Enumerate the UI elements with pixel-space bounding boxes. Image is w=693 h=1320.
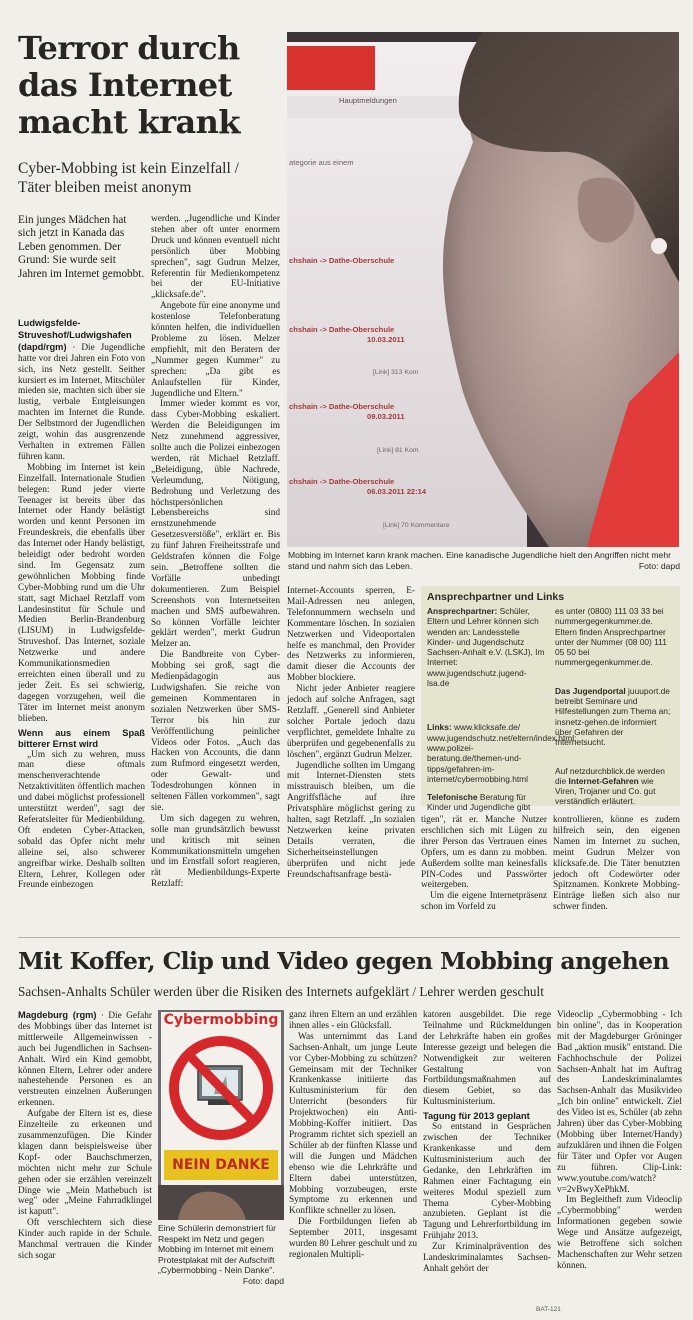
article-1-column-4: [421, 815, 547, 913]
article-2-column-1: [18, 1010, 152, 1262]
protest-poster-photo: [158, 1010, 284, 1220]
screen-row: Hauptmeldungen: [339, 96, 397, 105]
paragraph: Jugendliche sollten im Umgang mit Internet-Diensten stets misstrauisch bleiben, um die Angriffsfläche auf ihre Privatsphäre möglichst gering zu halten, sagt Retzlaff. „In sozialen Netzwerken keine privaten Details verraten, die Sicherheitseinstellungen überprüfen und nicht jede Freundschaftsanfrage bestä-: [287, 760, 415, 880]
info-entry: Ansprechpartner: Schüler, Eltern und Lehrer können sich wenden an: Landesstelle Kinder- und Jugendschutz Sachsen-Anhalt e.V. (LSKJ), Im Internet: www.jugendschutz.jugend-lsa.de: [427, 606, 545, 689]
screen-row: ategorie aus einem: [289, 158, 354, 167]
paragraph: Mobbing im Internet ist kein Einzelfall. Internationale Studien belegen: Rund jeder vierte Teenager ist bereits über das Internet oder Handy belästigt worden und kennt Personen im Freundeskreis, die ebenfalls über das Internet oder Handy belästigt, beleidigt oder bedroht worden sind. Im Gegensatz zum gewöhnlichen Mobbing finde Cyber-Mobbing rund um die Uhr statt, sagt Michael Retzlaff vom Landesinstitut für Schule und Medien Berlin-Brandenburg (LISUM) in Ludwigsfelde-Struveshof. Das Internet, soziale Netzwerke und andere Kommunikationsmedien erreichten einen überall und zu jeder Zeit. Es sei schwierig, dagegen vorzugehen, weil die Täter im Internet meist anonym blieben.: [18, 462, 145, 724]
info-box: [421, 586, 680, 813]
paragraph: Die Bandbreite von Cyber-Mobbing sei groß, sagt die Medienpädagogin aus Ludwigshafen. Sie reiche von gemeinen Kommentaren in sozialen Netzwerken über SMS-Terror bis hin zur Veröffentlichung peinlicher Videos oder Fotos. „Auch das Hacken von Accounts, die dann zum Rufmord eingesetzt werden, oder Gewalt- und Todesdrohungen können in seltenen Fällen vorkommen", sagt sie.: [151, 650, 280, 813]
paragraph: Im Begleitheft zum Videoclip „Cybermobbing" werden Informationen gegeben sowie Wege und Ansätze aufgezeigt, wie Betroffene sich solchen Machenschaften zur Wehr setzen können.: [557, 1195, 682, 1271]
article-1-column-1: [18, 318, 145, 891]
screen-row: chshain -> Dathe-Oberschule: [289, 256, 395, 265]
screen-row-date: 09.03.2011: [367, 412, 405, 421]
article-2-column-3: [289, 1010, 417, 1261]
subheadline-line-1: Cyber-Mobbing ist kein Einzelfall /: [18, 160, 239, 177]
paragraph: tigen", rät er. Manche Nutzer erschlichen sich mit Lügen zu ihrer Person das Vertrauen eines Opfers, um es dann zu mobben. Außerdem sollte man keinesfalls PIN-Codes und Passwörter weitergeben.: [421, 815, 547, 891]
headline-line-1: Terror durch: [18, 29, 240, 67]
headline-line-3: macht krank: [18, 103, 240, 141]
paragraph: kontrollieren, könne es zudem hilfreich sein, den eigenen Namen im Internet zu suchen, meint Gudrun Melzer von klicksafe.de. Die Täter benutzten jedoch oft Codewörter oder Spitznamen. Konkrete Mobbing-Einträge ließen sich also nur schwer finden.: [553, 815, 680, 913]
paragraph: Zur Kriminalprävention des Landeskriminalamtes Sachsen-Anhalt gehört der: [423, 1242, 551, 1274]
paragraph: Videoclip „Cybermobbing - Ich bin online", das in Kooperation mit der Magdeburger Gröninger Bad „aktion musik" entstand. Die Fachhochschule der Polizei Sachsen-Anhalt hat im Auftrag des Landeskriminalamtes Sachsen-Anhalt das Musikvideo „Ich bin online" entwickelt. Ziel des Video ist es, Schüler (ab zehn Jahren) über das Cyber-Mobbing (Mobbing über Internet/Handy) aufzuklären und ihnen die Folgen für Täter und Opfer vor Augen zu führen. Clip-Link: www.youtube.com/watch?v=2vBwyXePhkM.: [557, 1010, 683, 1195]
screen-row-date: 06.03.2011 22:14: [367, 487, 427, 496]
paragraph: Um sich dagegen zu wehren, solle man grundsätzlich bewusst und kritisch mit seinen Kommunikationsmitteln umgehen und im Ernstfall sofort reagieren, rät Medienbildungs-Experte Retzlaff:: [151, 813, 280, 890]
info-entry: Links: www.klicksafe.de/ www.jugendschutz.net/eltern/index.html; www.polizei-beratung.de/themen-und-tipps/gefahren-im-internet/cybermobbing.html: [427, 722, 577, 784]
girl-at-screen-photo: [287, 32, 679, 547]
article-1-photo: [287, 32, 679, 547]
info-entry: Das Jugendportal juuuport.de betreibt Seminare und Hilfestellungen zum Thema an; insnetz-gehen.de informiert über Gefahren der Internetsucht.: [555, 685, 671, 748]
screen-row-meta: [Link] 70 Kommentare: [383, 522, 450, 529]
article-2-subheadline: Sachsen-Anhalts Schüler werden über die Risiken des Internets aufgeklärt / Lehrer werden geschult: [18, 984, 544, 999]
info-box-title: Ansprechpartner und Links: [427, 591, 565, 603]
paragraph: Ludwigsfelde-Struveshof/Ludwigshafen (dapd/rgm) · Die Jugendliche hatte vor drei Jahren ein Foto von sich, ins Netz gestellt. Seither kursiert es im Internet, Mitschüler mieden sie, machten sich über sie lustig, verbale Entgleisungen machten im Internet die Runde. Der Selbstmord der Jugendlichen zeigt, wohin das ausgrenzende Verhalten in extremen Fällen führen kann.: [18, 318, 145, 462]
info-entry: Auf netzdurchblick.de werden die Internet-Gefahren wie Viren, Trojaner und Co. gut verständlich erläutert.: [555, 765, 665, 807]
screen-row-date: 10.03.2011: [367, 335, 405, 344]
poster-credit: Foto: dapd: [242, 1276, 284, 1286]
paragraph: Die Fortbildungen liefen ab September 2011, insgesamt wurden 80 Lehrer geschult und zu regionalen Multipli-: [289, 1217, 417, 1260]
dateline: Ludwigsfelde-Struveshof/Ludwigshafen (dapd/rgm): [18, 318, 132, 352]
paragraph: Magdeburg (rgm) · Die Gefahr des Mobbings über das Internet ist mittlerweile Allgemeinwissen - auch bei Jugendlichen in Sachsen-Anhalt. Wird ein Kind gemobbt, können Eltern, Lehrer oder andere nahestehende Personen es an verstreuten einzelnen Äußerungen erkennen.: [18, 1010, 152, 1109]
article-1-column-5: [553, 815, 680, 913]
article-1-column-3: [287, 586, 415, 880]
screen-row-meta: [Link] 313 Kom: [373, 369, 419, 376]
poster-caption: Eine Schülerin demonstriert für Respekt im Netz und gegen Mobbing im Internet mit einem Protestplakat mit der Aufschrift „Cybermobbing - Nein Danke".: [158, 1223, 276, 1275]
subheadline-line-2: Täter bleiben meist anonym: [18, 179, 192, 196]
subhead: Tagung für 2013 geplant: [423, 1111, 530, 1122]
info-entry: es unter (0800) 111 03 33 bei nummergegenkummer.de. Eltern finden Ansprechpartner unter der Nummer (08 00) 111 05 50 bei nummergegenkummer.de.: [555, 606, 667, 668]
screen-row-meta: [Link] 81 Kom: [377, 447, 419, 454]
screen-row: chshain -> Dathe-Oberschule: [289, 402, 395, 411]
headline-line-2: das Internet: [18, 66, 232, 104]
paragraph: ganz ihren Eltern an und erzählen ihnen alles - ein Glücksfall.: [289, 1010, 417, 1031]
article-1-subheadline: [18, 159, 283, 197]
article-2-headline: Mit Koffer, Clip und Video gegen Mobbing angehen: [18, 947, 669, 975]
paragraph: Internet-Accounts sperren, E-Mail-Adressen neu anlegen, Telefonnummern wechseln und Kommentare löschen. In sozialen Netzwerken und Videoportalen helfe es manchmal, den Provider des Netzwerks zu informieren, damit dieser die Accounts der Mobber blockiere.: [287, 586, 415, 684]
info-entry: Telefonische Beratung für Kinder und Jugendliche gibt: [427, 792, 531, 813]
dateline: Magdeburg (rgm): [18, 1010, 97, 1020]
info-box-right: [555, 606, 675, 807]
paragraph: werden. „Jugendliche und Kinder stehen aber oft unter enormem Druck und können eventuell nicht persönlich über Mobbing sprechen", sagt Gudrun Melzer, Referentin für Medienkompetenz bei der EU-Initiative „klicksafe.de".: [151, 214, 280, 301]
article-1-lead: Ein junges Mädchen hat sich jetzt in Kanada das Leben genommen. Der Grund: Sie wurde seit Jahren im Internet gemobbt.: [18, 214, 145, 280]
article-2-column-4: [423, 1010, 551, 1275]
poster-title: Cybermobbing: [163, 1012, 279, 1028]
paragraph: Angebote für eine anonyme und kostenlose Telefonberatung könnten helfen, die individuellen Probleme zu lösen. Melzer empfiehlt, mit den Beratern der „Nummer gegen Kummer" zu sprechen: „Da gibt es Anlaufstellen für Kinder, Jugendliche und Eltern.": [151, 301, 280, 399]
photo-caption: Mobbing im Internet kann krank machen. Eine kanadische Jugendliche hielt den Angriffen nicht mehr stand und nahm sich das Leben.: [288, 550, 671, 571]
article-2-photo: [158, 1010, 284, 1220]
page-code: BAT-121: [536, 1306, 561, 1313]
screen-row: chshain -> Dathe-Oberschule: [289, 477, 395, 486]
photo-credit: Foto: dapd: [638, 561, 680, 571]
paragraph: katoren ausgebildet. Die rege Teilnahme und Rückmeldungen der Lehrkräfte haben ein großes Interesse gezeigt und belegen die Notwendigkeit zur weiteren Gestaltung von Fortbildungsmaßnahmen auf diesem Gebiet, so das Kultusministerium.: [423, 1010, 551, 1108]
section-divider: [18, 937, 680, 938]
paragraph: Aufgabe der Eltern ist es, diese Einzelteile zu erkennen und zusammenzufügen. Die Kinder klagen dann beispielsweise über Kopf- oder Bauchschmerzen, möchten nicht mehr zur Schule gehen oder sie erzählen vereinzelt Dinge wie „Mein Mathebuch ist weg" oder „Meine Fahrradklingel ist kaputt".: [18, 1109, 152, 1218]
paragraph: Oft verschlechtern sich diese Kinder auch rapide in der Schule. Manchmal vertrauen die Kinder sich sogar: [18, 1218, 152, 1261]
paragraph: So entstand in Gesprächen zwischen der Techniker Krankenkasse und dem Kultusministerium auch der Gedanke, den Lehrkräften im Rahmen einer Fachtagung ein weiteres Modul speziell zum Thema Cyber-Mobbing anzubieten. Geplant ist die Tagung und Lehrerfortbildung im Frühjahr 2013.: [423, 1122, 551, 1242]
paragraph: Nicht jeder Anbieter reagiere jedoch auf solche Anfragen, sagt Retzlaff. „Generell sind Anbieter solcher Portale jedoch dazu verpflichtet, gemeldete Inhalte zu überprüfen und gegebenenfalls zu löschen", ergänzt Gudrun Melzer.: [287, 684, 415, 760]
article-2-column-5: [557, 1010, 682, 1272]
paragraph: Immer wieder kommt es vor, dass Cyber-Mobbing eskaliert. Werden die Beleidigungen im Netz zunehmend aggressiver, sollte auch die Polizei einbezogen werden, rät Michael Retzlaff. „Beleidigung, üble Nachrede, Verleumdung, Nötigung, Bedrohung und Verletzung des höchstpersönlichen Lebensbereichs sind ernstzunehmende Gesetzesverstöße", erklärt er. Bis zu fünf Jahren Freiheitsstrafe und Geldstrafen können die Folge sein. „Betroffene sollten die Vorfälle unbedingt dokumentieren. Zum Beispiel Screenshots von Internetseiten machen und SMS aufbewahren. So können Vorfälle leichter geklärt werden", merkt Gudrun Melzer an.: [151, 399, 280, 650]
subhead: Wenn aus einem Spaß bitterer Ernst wird: [18, 727, 145, 749]
paragraph: Um die eigene Internetpräsenz schon im Vorfeld zu: [421, 891, 547, 913]
article-1-headline: [18, 30, 283, 141]
screen-row: chshain -> Dathe-Oberschule: [289, 325, 395, 334]
article-1-column-2: [151, 214, 280, 890]
poster-slogan: NEIN DANKE: [172, 1157, 270, 1173]
info-box-left: [427, 606, 577, 813]
paragraph: „Um sich zu wehren, muss man diese oftmals menschenverachtende Netzaktivitäten öffentlich machen und dabei möglichst professionell unterstützt werden", sagt der Referatsleiter für Medienbildung. Oft endeten Cyber-Attacken, sobald das Opfer nicht mehr alleine sei, also schwerer angreifbar wirke. Deshalb sollten Eltern, Lehrer, Kollegen oder Freunde einbezogen: [18, 749, 145, 891]
paragraph: Was unternimmt das Land Sachsen-Anhalt, um junge Leute vor Cyber-Mobbing zu schützen? Gemeinsam mit der Techniker Krankenkasse initiierte das Kultusministerium für den Unterricht (besonders für Projektwochen) ein Anti-Mobbing-Koffer initiiert. Das Programm richtet sich speziell an Schüler ab der fünften Klasse und will die Jungen und Mädchen ebenso wie die Lehrkräfte und Eltern dabei unterstützen, Mobbing vorzubeugen, erste Symptome zu erkennen und Konflikte schneller zu lösen.: [289, 1031, 417, 1217]
